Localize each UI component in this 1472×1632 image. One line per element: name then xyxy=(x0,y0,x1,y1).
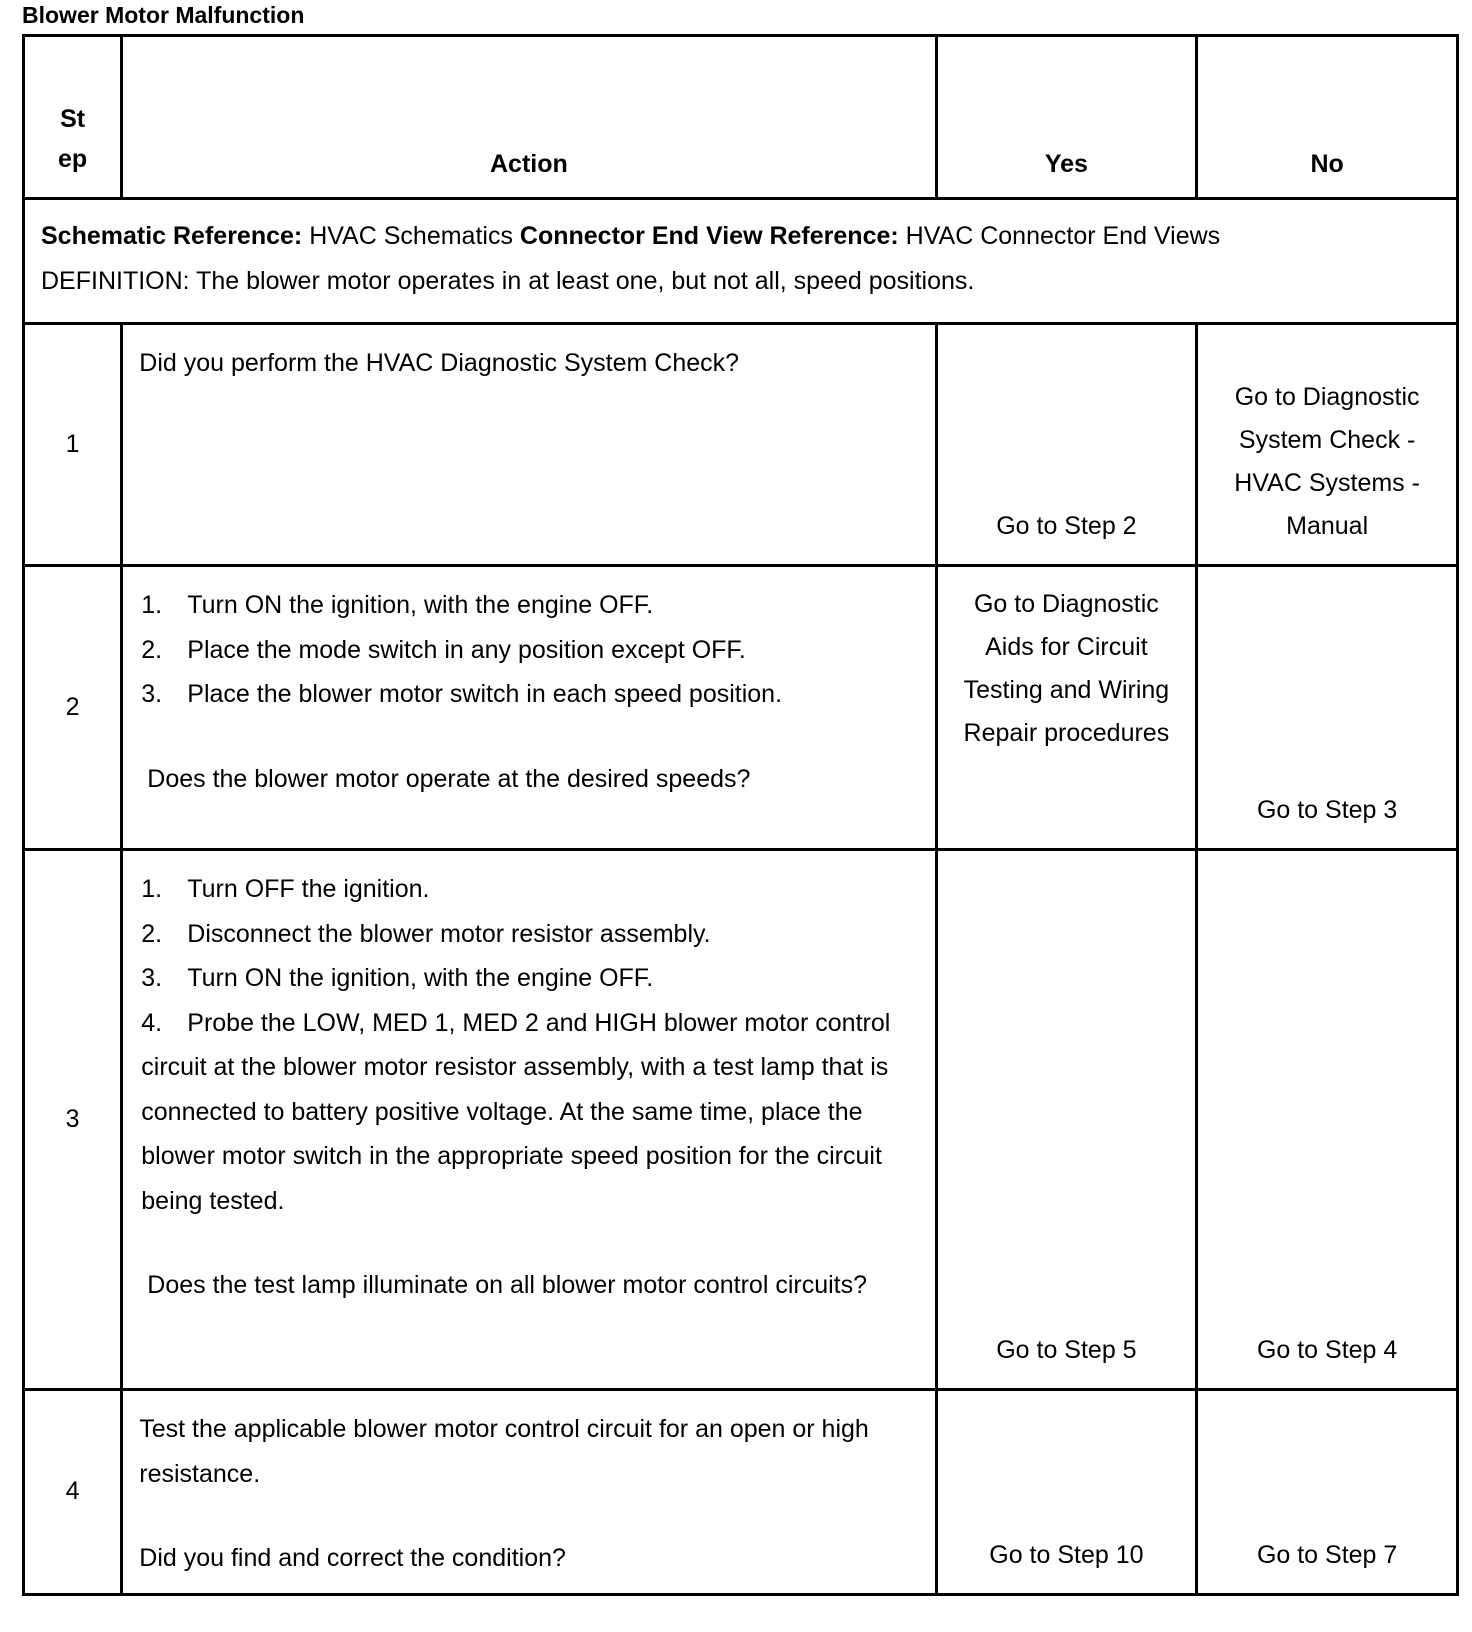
list-item: 2. Place the mode switch in any position except OFF. xyxy=(141,635,746,664)
document-title: Blower Motor Malfunction xyxy=(22,2,305,28)
table-row xyxy=(24,324,1458,566)
action-cell xyxy=(122,1390,936,1595)
list-item-text: Place the blower motor switch in each speed position. xyxy=(187,680,783,708)
no-result[interactable]: Go to Diagnostic System Check - HVAC Systems - Manual xyxy=(1197,324,1458,566)
table-row xyxy=(24,1390,1458,1595)
connector-reference-label: Connector End View Reference: xyxy=(519,222,899,250)
list-item-text: Place the mode switch in any position except OFF. xyxy=(187,635,746,664)
action-cell xyxy=(122,850,936,1390)
action-list xyxy=(139,867,918,1223)
list-item-text: Turn ON the ignition, with the engine OFF. xyxy=(187,591,654,619)
list-item: 3. Turn ON the ignition, with the engine OFF. xyxy=(141,964,654,992)
step-column-header xyxy=(24,36,122,199)
no-result[interactable]: Go to Step 3 xyxy=(1197,566,1458,850)
question-text: Does the test lamp illuminate on all blower motor control circuits? xyxy=(147,1271,868,1299)
list-item-text: Turn ON the ignition, with the engine OFF. xyxy=(187,964,654,992)
definition-text: DEFINITION: The blower motor operates in at least one, but not all, speed positions. xyxy=(41,267,975,295)
yes-result[interactable]: Go to Step 5 xyxy=(936,850,1197,1390)
table-row xyxy=(24,566,1458,850)
list-item: 4. Probe the LOW, MED 1, MED 2 and HIGH blower motor control circuit at the blower motor resistor assembly, with a test lamp that is connected to battery positive voltage. At the same time, place the blower motor switch in the appropriate speed position for the circuit being tested. xyxy=(141,1008,891,1215)
list-item: 2. Disconnect the blower motor resistor assembly. xyxy=(141,919,711,948)
yes-result[interactable]: Go to Step 10 xyxy=(936,1390,1197,1595)
step-number: 4 xyxy=(24,1390,122,1595)
header-row xyxy=(24,36,1458,199)
question-text: Does the blower motor operate at the desired speeds? xyxy=(147,764,751,793)
reference-cell xyxy=(24,199,1458,324)
list-item: 1. Turn OFF the ignition. xyxy=(141,875,430,903)
step-header-line1: St xyxy=(60,105,86,133)
action-column-header: Action xyxy=(122,36,936,199)
no-result[interactable]: Go to Step 7 xyxy=(1197,1390,1458,1595)
action-text: Did you perform the HVAC Diagnostic System Check? xyxy=(139,349,740,377)
action-list xyxy=(139,583,918,717)
connector-reference-link[interactable]: HVAC Connector End Views xyxy=(905,222,1221,250)
action-cell xyxy=(122,324,936,566)
diagnostic-table xyxy=(22,34,1459,1596)
yes-result[interactable]: Go to Diagnostic Aids for Circuit Testing and Wiring Repair procedures xyxy=(936,566,1197,850)
no-column-header: No xyxy=(1197,36,1458,199)
step-header-line2: ep xyxy=(58,145,88,173)
no-result[interactable]: Go to Step 4 xyxy=(1197,850,1458,1390)
yes-result[interactable]: Go to Step 2 xyxy=(936,324,1197,566)
schematic-reference-link[interactable]: HVAC Schematics xyxy=(309,222,513,250)
schematic-reference-label: Schematic Reference: xyxy=(41,222,303,250)
question-text: Did you find and correct the condition? xyxy=(139,1544,566,1572)
action-cell xyxy=(122,566,936,850)
list-item: 1. Turn ON the ignition, with the engine OFF. xyxy=(141,591,654,619)
reference-row xyxy=(24,199,1458,324)
list-item-text: Turn OFF the ignition. xyxy=(187,875,430,903)
reference-line xyxy=(41,214,1440,259)
step-number: 3 xyxy=(24,850,122,1390)
step-number: 1 xyxy=(24,324,122,566)
action-text: Test the applicable blower motor control circuit for an open or high resistance. xyxy=(139,1415,869,1488)
yes-column-header: Yes xyxy=(936,36,1197,199)
table-row xyxy=(24,850,1458,1390)
step-number: 2 xyxy=(24,566,122,850)
list-item-text: Disconnect the blower motor resistor assembly. xyxy=(187,919,711,948)
list-item: 3. Place the blower motor switch in each speed position. xyxy=(141,680,783,708)
list-item-text: Probe the LOW, MED 1, MED 2 and HIGH blower motor control circuit at the blower motor resistor assembly, with a test lamp that is connected to battery positive voltage. At the same time, place the blower motor switch in the appropriate speed position for the circuit being tested. xyxy=(141,1008,891,1215)
